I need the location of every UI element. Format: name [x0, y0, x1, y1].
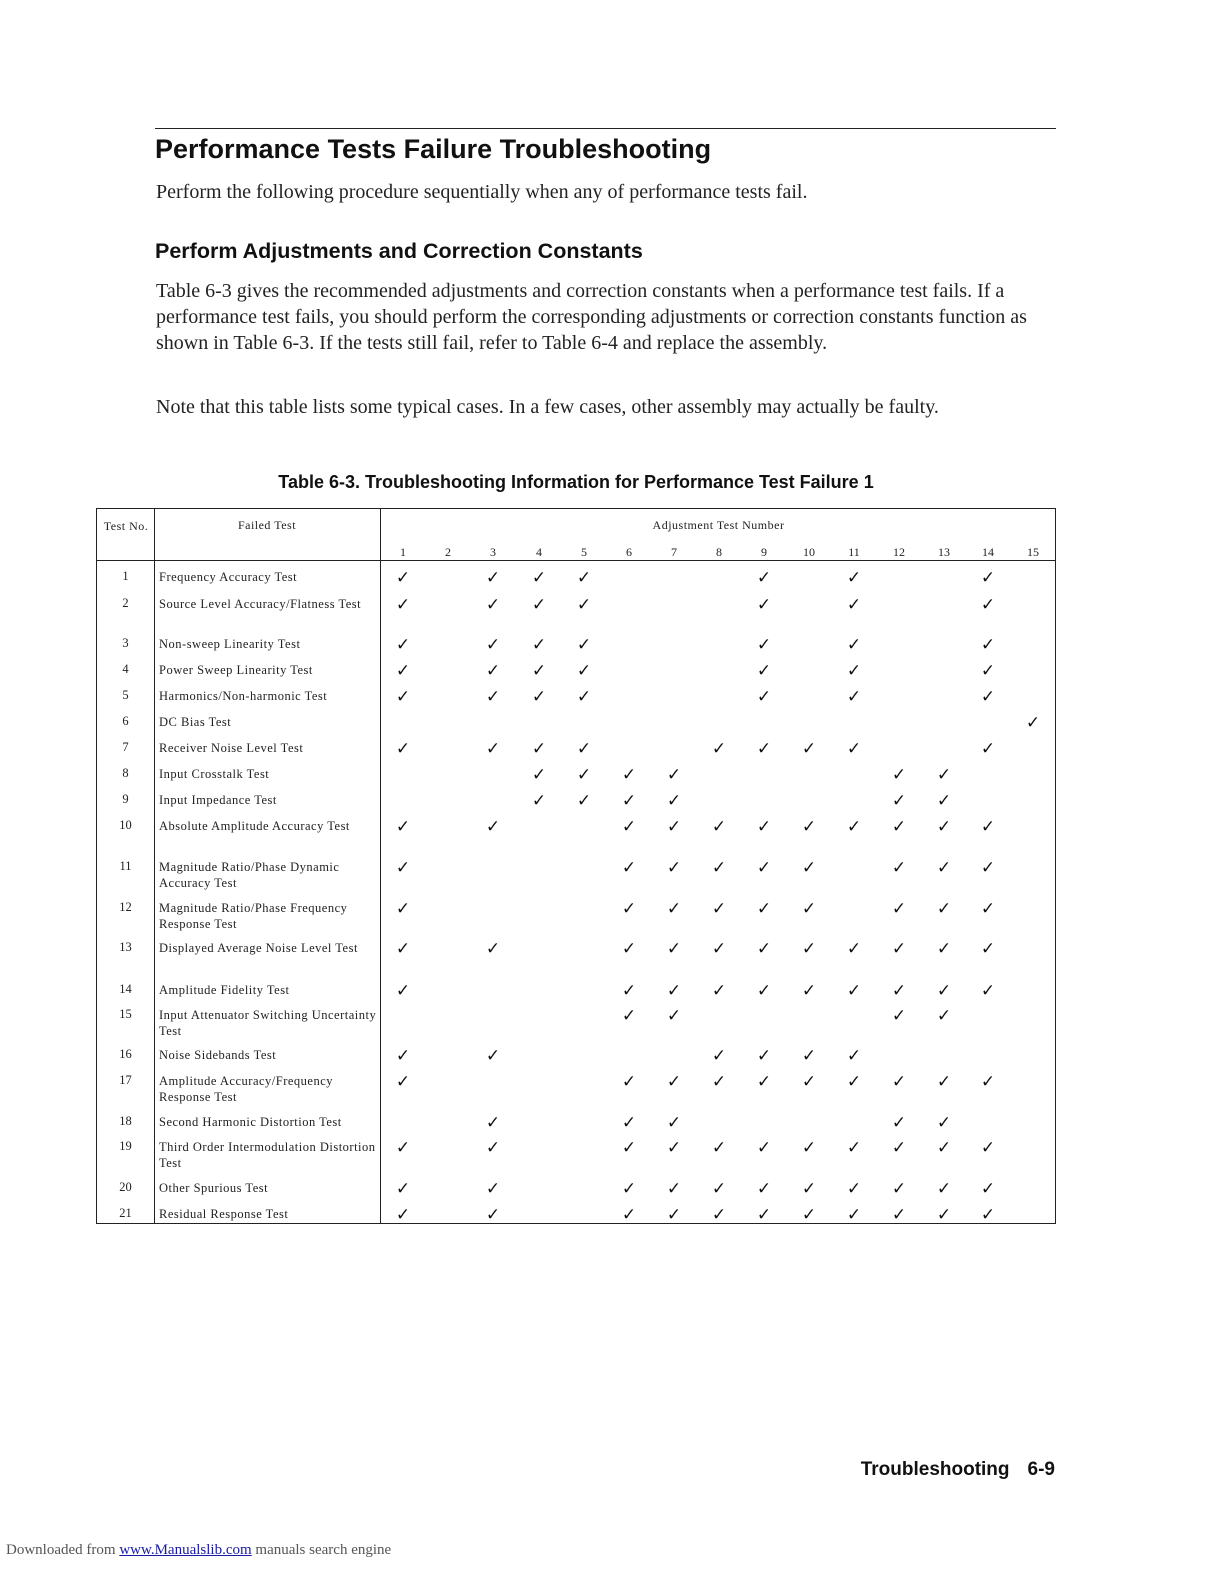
- check-mark-icon: ✓: [531, 568, 547, 588]
- check-mark-icon: ✓: [846, 939, 862, 959]
- check-mark-icon: ✓: [846, 1072, 862, 1092]
- check-mark-icon: ✓: [1025, 713, 1041, 733]
- check-mark-icon: ✓: [756, 687, 772, 707]
- check-mark-icon: ✓: [980, 981, 996, 1001]
- check-mark-icon: ✓: [666, 765, 682, 785]
- check-mark-icon: ✓: [756, 661, 772, 681]
- check-mark-icon: ✓: [936, 899, 952, 919]
- failed-test-name: Second Harmonic Distortion Test: [159, 1115, 342, 1129]
- check-mark-icon: ✓: [846, 739, 862, 759]
- check-mark-icon: ✓: [531, 635, 547, 655]
- check-mark-icon: ✓: [485, 595, 501, 615]
- test-number: 5: [122, 688, 129, 702]
- check-mark-icon: ✓: [936, 1179, 952, 1199]
- column-number: 7: [671, 545, 677, 559]
- check-mark-icon: ✓: [936, 1205, 952, 1225]
- check-mark-icon: ✓: [621, 858, 637, 878]
- column-number: 8: [716, 545, 722, 559]
- check-mark-icon: ✓: [801, 1138, 817, 1158]
- failed-test-name: Magnitude Ratio/Phase Dynamic Accuracy Test: [159, 860, 340, 890]
- check-mark-icon: ✓: [395, 739, 411, 759]
- check-mark-icon: ✓: [756, 1072, 772, 1092]
- column-number: 14: [982, 545, 994, 559]
- check-mark-icon: ✓: [666, 1138, 682, 1158]
- check-mark-icon: ✓: [801, 1179, 817, 1199]
- check-mark-icon: ✓: [576, 635, 592, 655]
- check-mark-icon: ✓: [846, 1205, 862, 1225]
- failed-test-name: Amplitude Fidelity Test: [159, 983, 290, 997]
- check-mark-icon: ✓: [666, 817, 682, 837]
- check-mark-icon: ✓: [395, 899, 411, 919]
- check-mark-icon: ✓: [666, 858, 682, 878]
- check-mark-icon: ✓: [395, 595, 411, 615]
- check-mark-icon: ✓: [980, 1138, 996, 1158]
- check-mark-icon: ✓: [711, 939, 727, 959]
- footer-page-number: 6-9: [1027, 1459, 1055, 1480]
- failed-test-name: Displayed Average Noise Level Test: [159, 941, 358, 955]
- check-mark-icon: ✓: [891, 939, 907, 959]
- check-mark-icon: ✓: [891, 981, 907, 1001]
- check-mark-icon: ✓: [485, 568, 501, 588]
- check-mark-icon: ✓: [756, 595, 772, 615]
- check-mark-icon: ✓: [621, 1138, 637, 1158]
- troubleshooting-table: [96, 508, 1056, 1224]
- check-mark-icon: ✓: [936, 1006, 952, 1026]
- check-mark-icon: ✓: [756, 1179, 772, 1199]
- check-mark-icon: ✓: [395, 1179, 411, 1199]
- check-mark-icon: ✓: [846, 817, 862, 837]
- check-mark-icon: ✓: [846, 1179, 862, 1199]
- download-suffix: manuals search engine: [255, 1542, 392, 1558]
- check-mark-icon: ✓: [980, 1205, 996, 1225]
- check-mark-icon: ✓: [621, 1113, 637, 1133]
- failed-test-name: Harmonics/Non-harmonic Test: [159, 689, 328, 703]
- check-mark-icon: ✓: [666, 899, 682, 919]
- test-number: 19: [119, 1139, 132, 1153]
- check-mark-icon: ✓: [936, 858, 952, 878]
- test-number: 9: [122, 792, 129, 806]
- check-mark-icon: ✓: [756, 568, 772, 588]
- check-mark-icon: ✓: [980, 635, 996, 655]
- check-mark-icon: ✓: [395, 939, 411, 959]
- test-number: 6: [122, 714, 129, 728]
- check-mark-icon: ✓: [666, 1072, 682, 1092]
- check-mark-icon: ✓: [576, 687, 592, 707]
- check-mark-icon: ✓: [980, 661, 996, 681]
- column-number: 9: [761, 545, 767, 559]
- header-test-no: Test No.: [103, 519, 149, 533]
- body-paragraph-1: Table 6-3 gives the recommended adjustments and correction constants when a performance test fails. If a performance test fails, you should perform the corresponding adjustments or correction constants function as shown in Table 6-3. If the tests still fail, refer to Table 6-4 and replace the assembly.: [156, 280, 1027, 354]
- column-number: 6: [626, 545, 632, 559]
- check-mark-icon: ✓: [395, 687, 411, 707]
- check-mark-icon: ✓: [801, 899, 817, 919]
- failed-test-name: Source Level Accuracy/Flatness Test: [159, 597, 362, 611]
- check-mark-icon: ✓: [891, 1205, 907, 1225]
- test-number: 8: [122, 766, 129, 780]
- check-mark-icon: ✓: [756, 939, 772, 959]
- check-mark-icon: ✓: [621, 817, 637, 837]
- failed-test-name: Power Sweep Linearity Test: [159, 663, 313, 677]
- check-mark-icon: ✓: [891, 1006, 907, 1026]
- check-mark-icon: ✓: [891, 817, 907, 837]
- test-number: 4: [122, 662, 129, 676]
- check-mark-icon: ✓: [801, 939, 817, 959]
- failed-test-name: Frequency Accuracy Test: [159, 570, 298, 584]
- check-mark-icon: ✓: [980, 899, 996, 919]
- failed-test-name: Non-sweep Linearity Test: [159, 637, 301, 651]
- check-mark-icon: ✓: [801, 1205, 817, 1225]
- check-mark-icon: ✓: [711, 739, 727, 759]
- check-mark-icon: ✓: [576, 739, 592, 759]
- failed-test-name: Receiver Noise Level Test: [159, 741, 304, 755]
- check-mark-icon: ✓: [801, 739, 817, 759]
- failed-test-name: Amplitude Accuracy/Frequency Response Test: [159, 1074, 334, 1104]
- check-mark-icon: ✓: [980, 817, 996, 837]
- check-mark-icon: ✓: [936, 765, 952, 785]
- failed-test-name: DC Bias Test: [159, 715, 232, 729]
- check-mark-icon: ✓: [485, 1179, 501, 1199]
- check-mark-icon: ✓: [531, 687, 547, 707]
- check-mark-icon: ✓: [711, 858, 727, 878]
- check-mark-icon: ✓: [395, 1072, 411, 1092]
- test-number: 16: [119, 1047, 132, 1061]
- test-number: 10: [119, 818, 132, 832]
- check-mark-icon: ✓: [395, 635, 411, 655]
- check-mark-icon: ✓: [936, 791, 952, 811]
- check-mark-icon: ✓: [576, 568, 592, 588]
- check-mark-icon: ✓: [621, 1072, 637, 1092]
- test-number: 17: [119, 1073, 132, 1087]
- check-mark-icon: ✓: [395, 661, 411, 681]
- table-caption: Table 6-3. Troubleshooting Information for Performance Test Failure 1: [278, 472, 874, 492]
- check-mark-icon: ✓: [485, 661, 501, 681]
- check-mark-icon: ✓: [621, 981, 637, 1001]
- check-mark-icon: ✓: [576, 661, 592, 681]
- column-number: 11: [848, 545, 860, 559]
- check-mark-icon: ✓: [756, 1138, 772, 1158]
- check-mark-icon: ✓: [846, 1138, 862, 1158]
- test-number: 13: [119, 940, 132, 954]
- download-notice: [6, 1542, 391, 1559]
- test-number: 15: [119, 1007, 132, 1021]
- failed-test-name: Magnitude Ratio/Phase Frequency Response Test: [159, 901, 348, 931]
- check-mark-icon: ✓: [485, 1138, 501, 1158]
- test-number: 11: [119, 859, 132, 873]
- check-mark-icon: ✓: [485, 1113, 501, 1133]
- test-number: 7: [122, 740, 129, 754]
- check-mark-icon: ✓: [846, 635, 862, 655]
- check-mark-icon: ✓: [980, 595, 996, 615]
- check-mark-icon: ✓: [756, 1046, 772, 1066]
- check-mark-icon: ✓: [711, 1179, 727, 1199]
- test-number: 14: [119, 982, 132, 996]
- check-mark-icon: ✓: [531, 765, 547, 785]
- check-mark-icon: ✓: [666, 1006, 682, 1026]
- check-mark-icon: ✓: [756, 858, 772, 878]
- test-number: 21: [119, 1206, 132, 1220]
- column-number: 3: [490, 545, 496, 559]
- check-mark-icon: ✓: [395, 1138, 411, 1158]
- footer-section: Troubleshooting: [860, 1459, 1010, 1480]
- column-number: 15: [1027, 545, 1039, 559]
- check-mark-icon: ✓: [980, 1072, 996, 1092]
- check-mark-icon: ✓: [576, 595, 592, 615]
- check-mark-icon: ✓: [846, 981, 862, 1001]
- check-mark-icon: ✓: [891, 899, 907, 919]
- check-mark-icon: ✓: [395, 981, 411, 1001]
- column-number: 2: [445, 545, 451, 559]
- check-mark-icon: ✓: [711, 1205, 727, 1225]
- check-mark-icon: ✓: [485, 687, 501, 707]
- column-number: 10: [803, 545, 815, 559]
- check-mark-icon: ✓: [756, 817, 772, 837]
- check-mark-icon: ✓: [485, 739, 501, 759]
- check-mark-icon: ✓: [980, 939, 996, 959]
- check-mark-icon: ✓: [891, 765, 907, 785]
- check-mark-icon: ✓: [395, 858, 411, 878]
- check-mark-icon: ✓: [485, 1046, 501, 1066]
- check-mark-icon: ✓: [756, 899, 772, 919]
- manualslib-link[interactable]: www.Manualslib.com: [119, 1542, 252, 1558]
- check-mark-icon: ✓: [980, 1179, 996, 1199]
- check-mark-icon: ✓: [666, 1113, 682, 1133]
- check-mark-icon: ✓: [485, 1205, 501, 1225]
- check-mark-icon: ✓: [621, 1179, 637, 1199]
- check-mark-icon: ✓: [531, 791, 547, 811]
- body-paragraph-2: Note that this table lists some typical cases. In a few cases, other assembly may actually be faulty.: [156, 396, 939, 418]
- check-mark-icon: ✓: [485, 635, 501, 655]
- check-mark-icon: ✓: [711, 1072, 727, 1092]
- check-mark-icon: ✓: [666, 939, 682, 959]
- check-mark-icon: ✓: [576, 791, 592, 811]
- column-divider: [380, 509, 381, 1223]
- check-mark-icon: ✓: [621, 791, 637, 811]
- check-mark-icon: ✓: [756, 635, 772, 655]
- check-mark-icon: ✓: [936, 817, 952, 837]
- check-mark-icon: ✓: [846, 661, 862, 681]
- check-mark-icon: ✓: [395, 1046, 411, 1066]
- check-mark-icon: ✓: [395, 817, 411, 837]
- column-number: 1: [400, 545, 406, 559]
- check-mark-icon: ✓: [801, 1046, 817, 1066]
- check-mark-icon: ✓: [621, 765, 637, 785]
- failed-test-name: Residual Response Test: [159, 1207, 289, 1221]
- section-subheading: Perform Adjustments and Correction Constants: [155, 239, 643, 263]
- check-mark-icon: ✓: [891, 791, 907, 811]
- column-number: 12: [893, 545, 905, 559]
- check-mark-icon: ✓: [936, 981, 952, 1001]
- check-mark-icon: ✓: [936, 1072, 952, 1092]
- check-mark-icon: ✓: [891, 1138, 907, 1158]
- failed-test-name: Input Crosstalk Test: [159, 767, 270, 781]
- check-mark-icon: ✓: [846, 568, 862, 588]
- check-mark-icon: ✓: [891, 858, 907, 878]
- check-mark-icon: ✓: [395, 1205, 411, 1225]
- check-mark-icon: ✓: [711, 1138, 727, 1158]
- failed-test-name: Noise Sidebands Test: [159, 1048, 277, 1062]
- check-mark-icon: ✓: [485, 939, 501, 959]
- check-mark-icon: ✓: [936, 1113, 952, 1133]
- check-mark-icon: ✓: [936, 1138, 952, 1158]
- check-mark-icon: ✓: [801, 858, 817, 878]
- check-mark-icon: ✓: [980, 858, 996, 878]
- check-mark-icon: ✓: [756, 739, 772, 759]
- check-mark-icon: ✓: [801, 981, 817, 1001]
- check-mark-icon: ✓: [711, 817, 727, 837]
- failed-test-name: Absolute Amplitude Accuracy Test: [159, 819, 350, 833]
- check-mark-icon: ✓: [891, 1113, 907, 1133]
- column-divider: [154, 509, 155, 1223]
- check-mark-icon: ✓: [395, 568, 411, 588]
- check-mark-icon: ✓: [485, 817, 501, 837]
- check-mark-icon: ✓: [621, 1006, 637, 1026]
- page-footer: [861, 1459, 1055, 1481]
- check-mark-icon: ✓: [711, 1046, 727, 1066]
- check-mark-icon: ✓: [846, 595, 862, 615]
- heading-rule: [155, 128, 1056, 129]
- check-mark-icon: ✓: [980, 568, 996, 588]
- column-number: 13: [938, 545, 950, 559]
- test-number: 1: [122, 569, 129, 583]
- check-mark-icon: ✓: [621, 1205, 637, 1225]
- check-mark-icon: ✓: [801, 817, 817, 837]
- check-mark-icon: ✓: [891, 1179, 907, 1199]
- test-number: 2: [122, 596, 129, 610]
- check-mark-icon: ✓: [621, 899, 637, 919]
- check-mark-icon: ✓: [576, 765, 592, 785]
- failed-test-name: Input Attenuator Switching Uncertainty Test: [159, 1008, 377, 1038]
- intro-paragraph: Perform the following procedure sequentially when any of performance tests fail.: [156, 181, 808, 203]
- check-mark-icon: ✓: [531, 661, 547, 681]
- check-mark-icon: ✓: [980, 739, 996, 759]
- header-adjustment-test-number: Adjustment Test Number: [652, 518, 785, 532]
- test-number: 12: [119, 900, 132, 914]
- test-number: 3: [122, 636, 129, 650]
- check-mark-icon: ✓: [846, 1046, 862, 1066]
- page-heading: Performance Tests Failure Troubleshooting: [155, 134, 712, 164]
- download-prefix: Downloaded from: [6, 1542, 116, 1558]
- failed-test-name: Other Spurious Test: [159, 1181, 269, 1195]
- column-number: 5: [581, 545, 587, 559]
- check-mark-icon: ✓: [756, 981, 772, 1001]
- check-mark-icon: ✓: [846, 687, 862, 707]
- check-mark-icon: ✓: [980, 687, 996, 707]
- check-mark-icon: ✓: [936, 939, 952, 959]
- failed-test-name: Input Impedance Test: [159, 793, 277, 807]
- header-failed-test: Failed Test: [237, 518, 297, 532]
- check-mark-icon: ✓: [666, 1205, 682, 1225]
- check-mark-icon: ✓: [531, 739, 547, 759]
- check-mark-icon: ✓: [891, 1072, 907, 1092]
- check-mark-icon: ✓: [756, 1205, 772, 1225]
- test-number: 18: [119, 1114, 132, 1128]
- check-mark-icon: ✓: [531, 595, 547, 615]
- check-mark-icon: ✓: [666, 791, 682, 811]
- failed-test-name: Third Order Intermodulation Distortion Test: [159, 1140, 376, 1170]
- check-mark-icon: ✓: [711, 981, 727, 1001]
- header-divider: [97, 560, 1055, 561]
- check-mark-icon: ✓: [621, 939, 637, 959]
- column-number: 4: [536, 545, 542, 559]
- check-mark-icon: ✓: [666, 981, 682, 1001]
- check-mark-icon: ✓: [801, 1072, 817, 1092]
- test-number: 20: [119, 1180, 132, 1194]
- check-mark-icon: ✓: [711, 899, 727, 919]
- check-mark-icon: ✓: [666, 1179, 682, 1199]
